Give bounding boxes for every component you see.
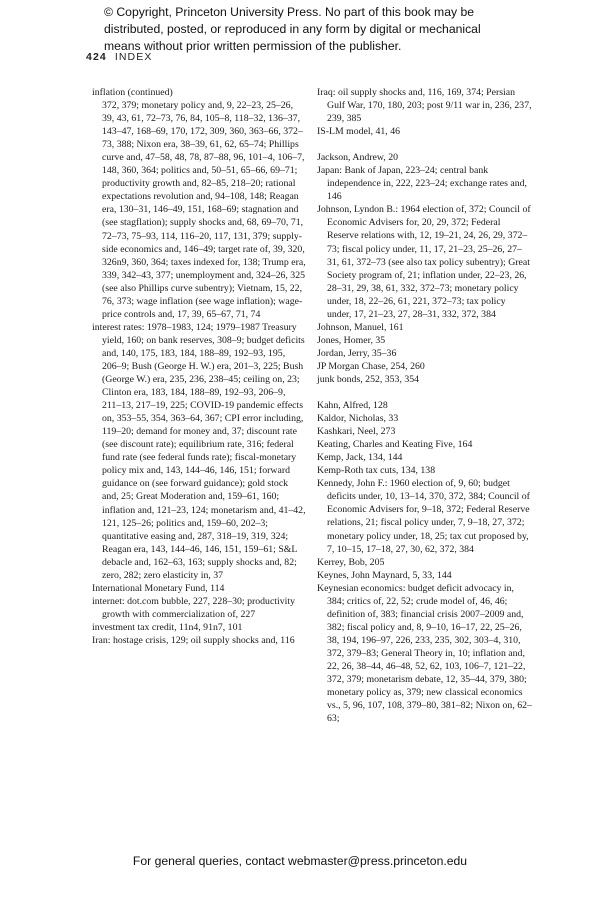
index-entry: 372, 379; monetary policy and, 9, 22–23, 25–26, 39, 43, 61, 72–73, 76, 84, 105–8, 118–32, 136–37, 143–47, 168–69, 170, 172, 309, 360, 363–66, 372–73, 388; Nixon era, 38–39, 61, 62, 65–74; Phillips curve and, 47–58, 48, 78, 87–88, 96, 101–4, 106–7, 148, 360, 364; politics and, 50–51, 65–66, 69–71; productivity growth and, 82–85, 218–20; rational expectations revolution and, 94–108, 148; Reagan era, 130–31, 146–49, 151, 168–69; stagnation and (see stagflation); supply shocks and, 68, 69–70, 71, 72–73, 75–93, 114, 116–20, 117, 131, 379; supply-side economics and, 146–49; target rate of, 39, 320, 326n9, 360, 364; taxes indexed for, 138; Trump era, 339, 342–43, 377; unemployment and, 324–26, 325 (see also Phillips curve subentry); Vietnam, 15, 22, 76, 373; wage inflation (see wage inflation); wage-price controls and, 17, 39, 65–67, 71, 74 xyxy=(102,100,306,320)
index-entry: IS-LM model, 41, 46 xyxy=(317,126,400,138)
index-entry: Keating, Charles and Keating Five, 164 xyxy=(317,439,473,451)
index-entry: Jones, Homer, 35 xyxy=(317,334,386,346)
index-entry: interest rates: 1978–1983, 124; 1979–1987 Treasury yield, 160; on bank reserves, 308–9; budget deficits and, 140, 175, 183, 184, 188–89, 192–93, 195, 206–9; Bush (George H. W.) era, 201–3, 225; Bush (George W.) era, 235, 236, 238–45; ceiling on, 23; Clinton era, 183, 184, 188–89, 192–93, 206–9, 211–13, 217–19, 225; COVID-19 pandemic effects on, 353–55, 354, 363–64, 367; CPI error including, 119–20; demand for money and, 37; discount rate (see discount rate); equilibrium rate, 316; federal fund rate (see federal funds rate); fiscal-monetary policy mix and, 143, 144–46, 146, 151; forward guidance on (see forward guidance); gold stock and, 25; Great Moderation and, 159–61, 160; inflation and, 121–23, 124; monetarism and, 41–42, 121, 125–26; politics and, 159–60, 202–3; quantitative easing and, 287, 318–19, 319, 324; Reagan era, 143, 144–46, 146, 151, 159–61; S&L debacle and, 162–63, 163; supply shocks and, 82; zero, 282; zero elasticity in, 37 xyxy=(92,321,306,581)
index-column-left xyxy=(92,86,306,647)
index-entry: Jackson, Andrew, 20 xyxy=(317,152,398,164)
index-entry: Jordan, Jerry, 35–36 xyxy=(317,347,397,359)
copyright-line: © Copyright, Princeton University Press. No part of this book may be xyxy=(104,5,475,19)
index-entry: Keynes, John Maynard, 5, 33, 144 xyxy=(317,569,452,581)
index-entry: Kemp, Jack, 134, 144 xyxy=(317,452,403,464)
index-entry: investment tax credit, 11n4, 91n7, 101 xyxy=(92,621,243,633)
letter-gap xyxy=(317,386,532,399)
index-entry: Iran: hostage crisis, 129; oil supply shocks and, 116 xyxy=(92,634,295,646)
index-entry: inflation (continued) xyxy=(92,87,173,98)
running-header xyxy=(86,51,152,63)
copyright-line: distributed, posted, or reproduced in any form by digital or mechanical xyxy=(104,22,481,36)
index-entry: Keynesian economics: budget deficit advocacy in, 384; critics of, 22, 52; crude model of, 46, 46; definition of, 383; financial crisis 2007–2009 and, 382; fiscal policy and, 8, 9–10, 16–17, 22, 25–26, 38, 194, 196–97, 226, 233, 235, 302, 303–4, 310, 372, 379–83; General Theory in, 10; inflation and, 22, 26, 38–44, 46–48, 52, 62, 103, 106–7, 121–22, 372, 379; monetarism debate, 12, 35–44, 379, 380; monetary policy as, 379; new classical economics vs., 5, 96, 107, 108, 379–80, 381–82; Nixon on, 62–63; xyxy=(317,582,532,725)
index-entry: Japan: Bank of Japan, 223–24; central bank independence in, 222, 223–24; exchange rates and, 146 xyxy=(317,165,527,203)
index-entry: Iraq: oil supply shocks and, 116, 169, 374; Persian Gulf War, 170, 180, 203; post 9/11 war in, 236, 237, 239, 385 xyxy=(317,87,532,125)
index-entry: Kaldor, Nicholas, 33 xyxy=(317,413,399,425)
index-entry: Johnson, Lyndon B.: 1964 election of, 372; Council of Economic Advisers for, 20, 29, 372; Federal Reserve relations with, 12, 19–21, 24, 26, 29, 372–73; fiscal policy under, 11, 17, 21–23, 25–26, 27–31, 61, 372–73 (see also tax policy subentry); Great Society program of, 21; inflation under, 22–23, 26, 28–31, 29, 38, 61, 332, 372–73; monetary policy under, 18, 22–26, 61, 221, 372–73; tax policy under, 17, 21–23, 27, 28–31, 332, 372, 384 xyxy=(317,204,531,320)
index-entry: Kennedy, John F.: 1960 election of, 9, 60; budget deficits under, 10, 13–14, 370, 372, 384; Council of Economic Advisers for, 9–18, 372; Federal Reserve relations, 21; fiscal policy under, 7, 9–18, 27, 372; monetary policy under, 18, 25; tax cut proposed by, 7, 10–15, 17–18, 27, 30, 62, 372, 384 xyxy=(317,478,530,555)
index-entry: junk bonds, 252, 353, 354 xyxy=(317,373,420,385)
page-number: 424 xyxy=(86,51,107,63)
index-entry: Kahn, Alfred, 128 xyxy=(317,400,388,412)
section-title: INDEX xyxy=(114,51,153,63)
footer-contact: For general queries, contact webmaster@press.princeton.edu xyxy=(132,854,468,868)
index-entry: internet: dot.com bubble, 227, 228–30; productivity growth with commercialization of, 227 xyxy=(92,595,295,620)
copyright-notice xyxy=(104,4,544,55)
letter-gap xyxy=(317,138,532,151)
index-entry: JP Morgan Chase, 254, 260 xyxy=(317,360,425,372)
index-entry: International Monetary Fund, 114 xyxy=(92,582,225,594)
index-entry: Kerrey, Bob, 205 xyxy=(317,556,385,568)
index-entry: Kashkari, Neel, 273 xyxy=(317,426,396,438)
index-entry: Kemp-Roth tax cuts, 134, 138 xyxy=(317,465,436,477)
index-column-right xyxy=(317,86,532,725)
index-entry: Johnson, Manuel, 161 xyxy=(317,321,404,333)
copyright-line: means without prior written permission of the publisher. xyxy=(104,39,402,53)
